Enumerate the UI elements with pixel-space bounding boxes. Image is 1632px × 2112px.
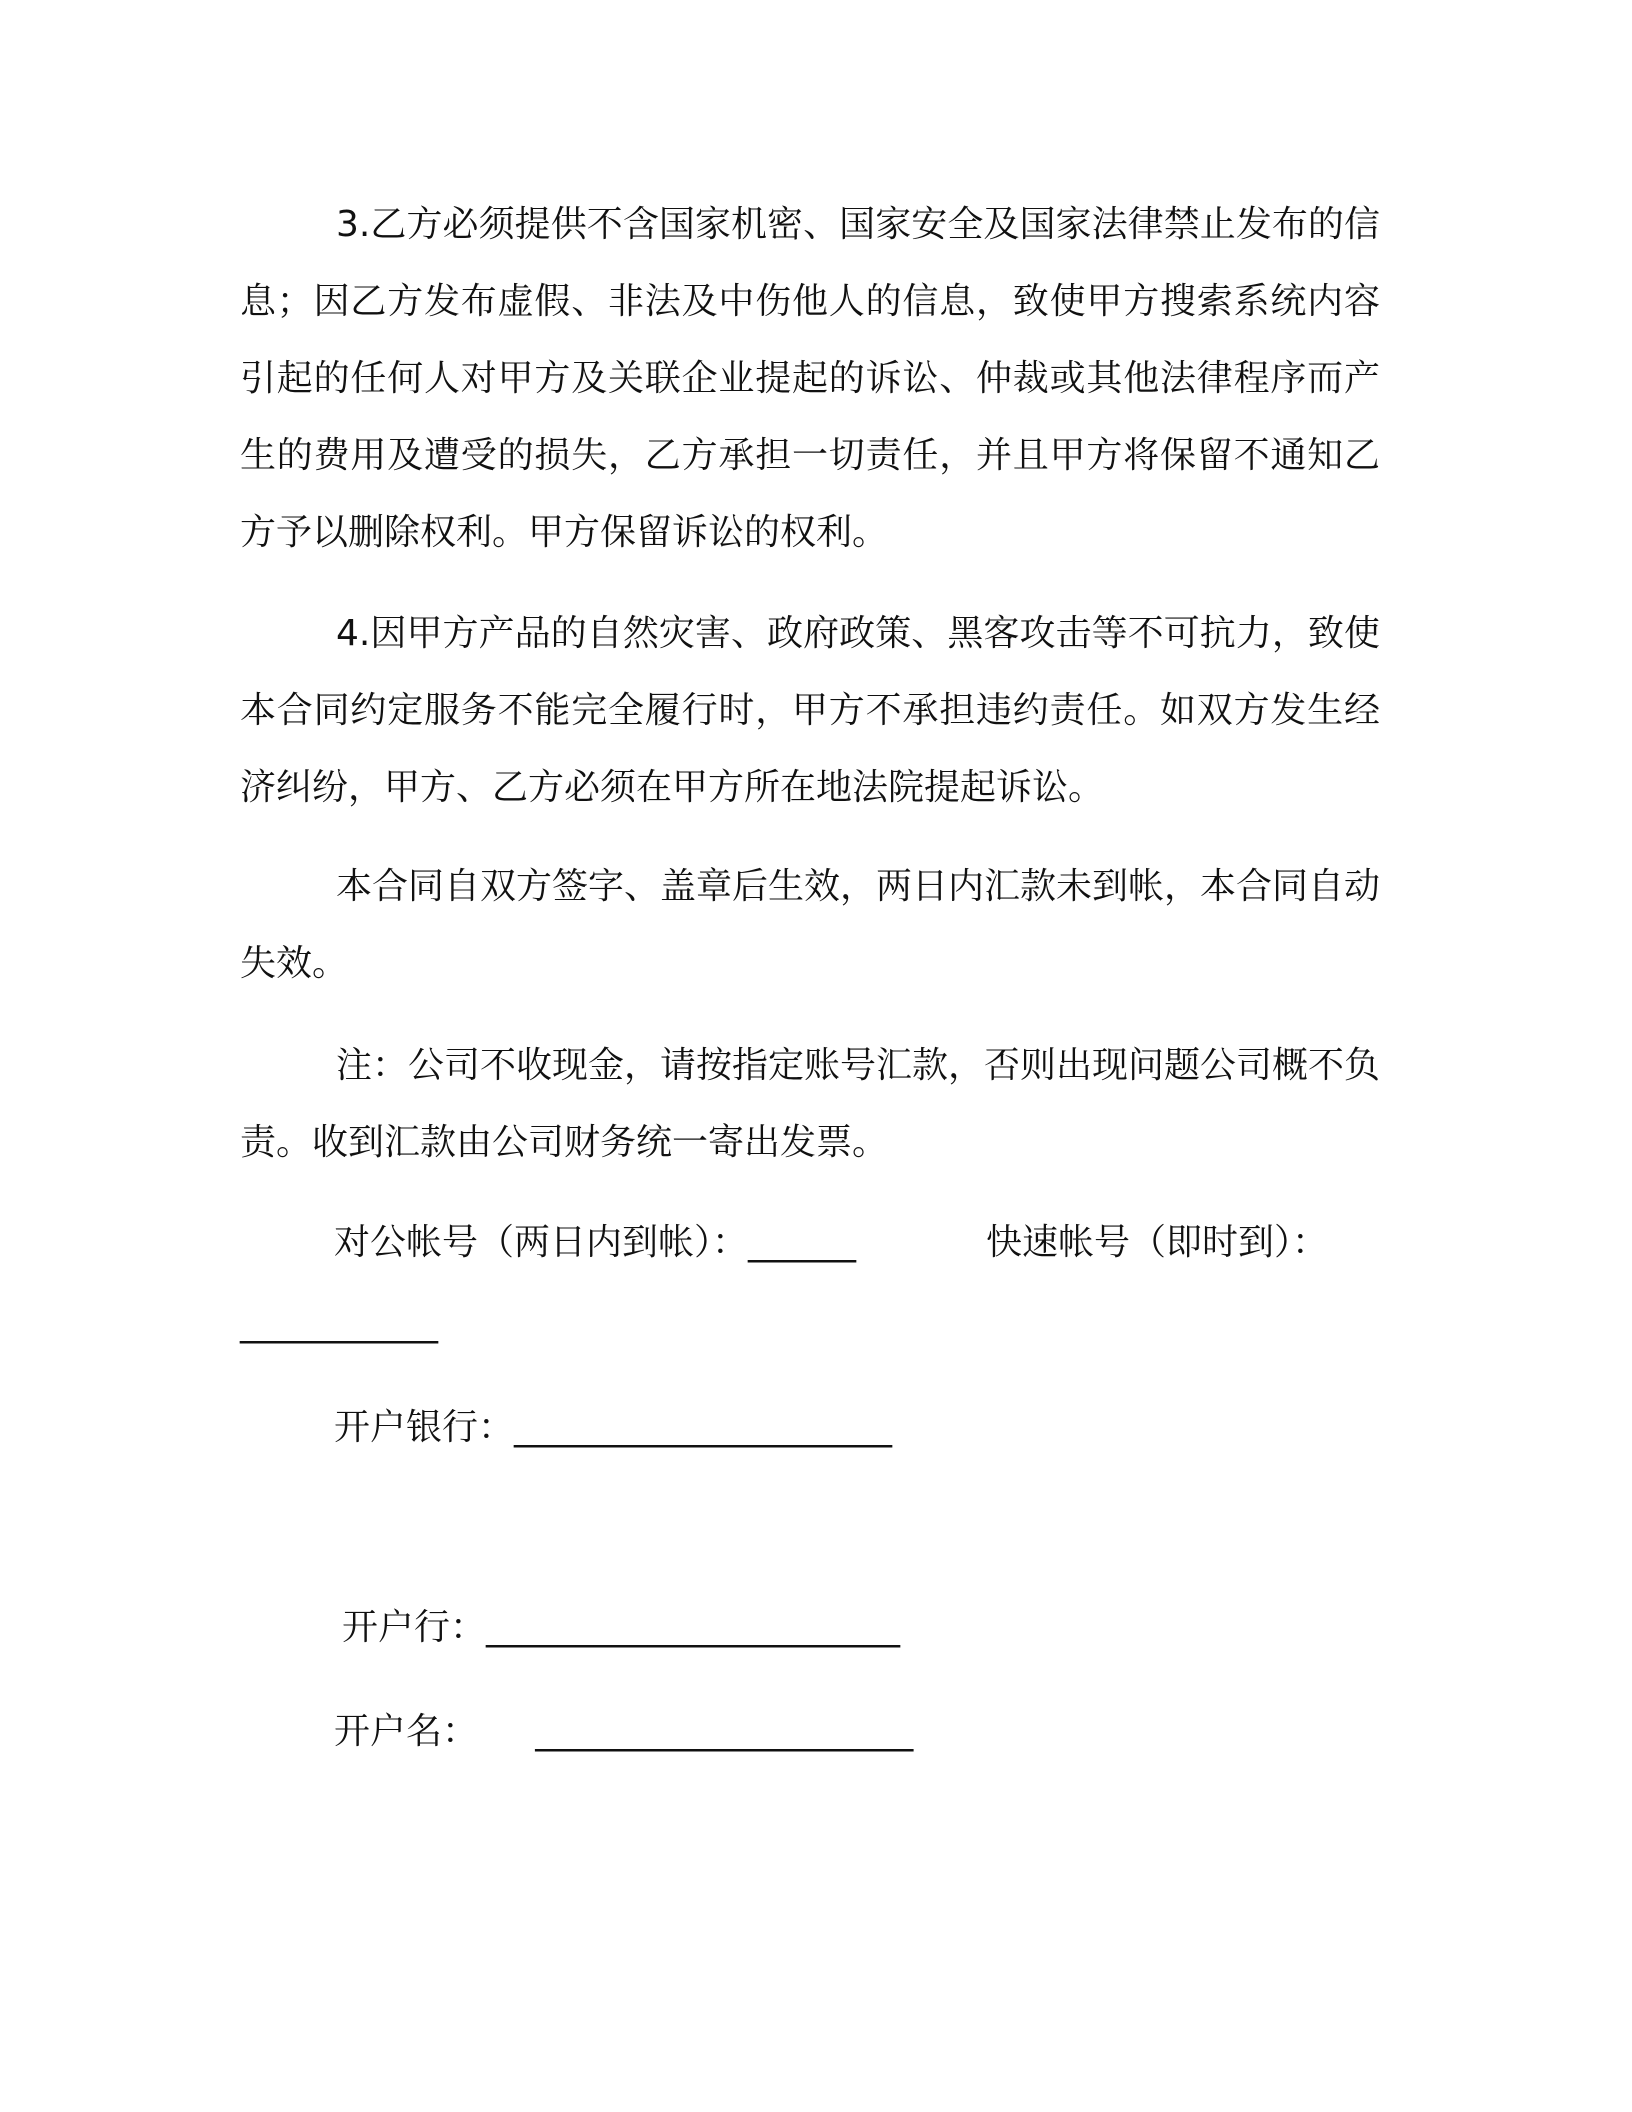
branch-field: 开户行：_______________________ [342, 1607, 901, 1648]
paragraph-clause-4: 4.因甲方产品的自然灾害、政府政策、黑客攻击等不可抗力，致使本合同约定服务不能完全履行时，甲方不承担违约责任。如双方发生经济纠纷，甲方、乙方必须在甲方所在地法院提起诉讼。 [240, 613, 1380, 808]
fast-account-blank: ___________ [240, 1303, 438, 1344]
paragraph-effectiveness: 本合同自双方签字、盖章后生效，两日内汇款未到帐，本合同自动失效。 [240, 866, 1381, 984]
paragraph-note: 注：公司不收现金，请按指定账号汇款，否则出现问题公司概不负责。收到汇款由公司财务统一寄出发票。 [240, 1045, 1381, 1163]
public-account-field: 对公帐号（两日内到帐）：______ [334, 1222, 857, 1263]
paragraph-clause-3: 3.乙方必须提供不含国家机密、国家安全及国家法律禁止发布的信息；因乙方发布虚假、非法及中伤他人的信息，致使甲方搜索系统内容引起的任何人对甲方及关联企业提起的诉讼、仲裁或其他法律程序而产生的费用及遭受的损失，乙方承担一切责任，并且甲方将保留不通知乙方予以删除权利。甲方保留诉讼的权利。 [240, 204, 1380, 553]
account-name-field: 开户名： _____________________ [334, 1711, 914, 1752]
fast-account-field: 快速帐号（即时到）： [986, 1222, 1329, 1263]
bank-field: 开户银行：_____________________ [334, 1407, 893, 1448]
